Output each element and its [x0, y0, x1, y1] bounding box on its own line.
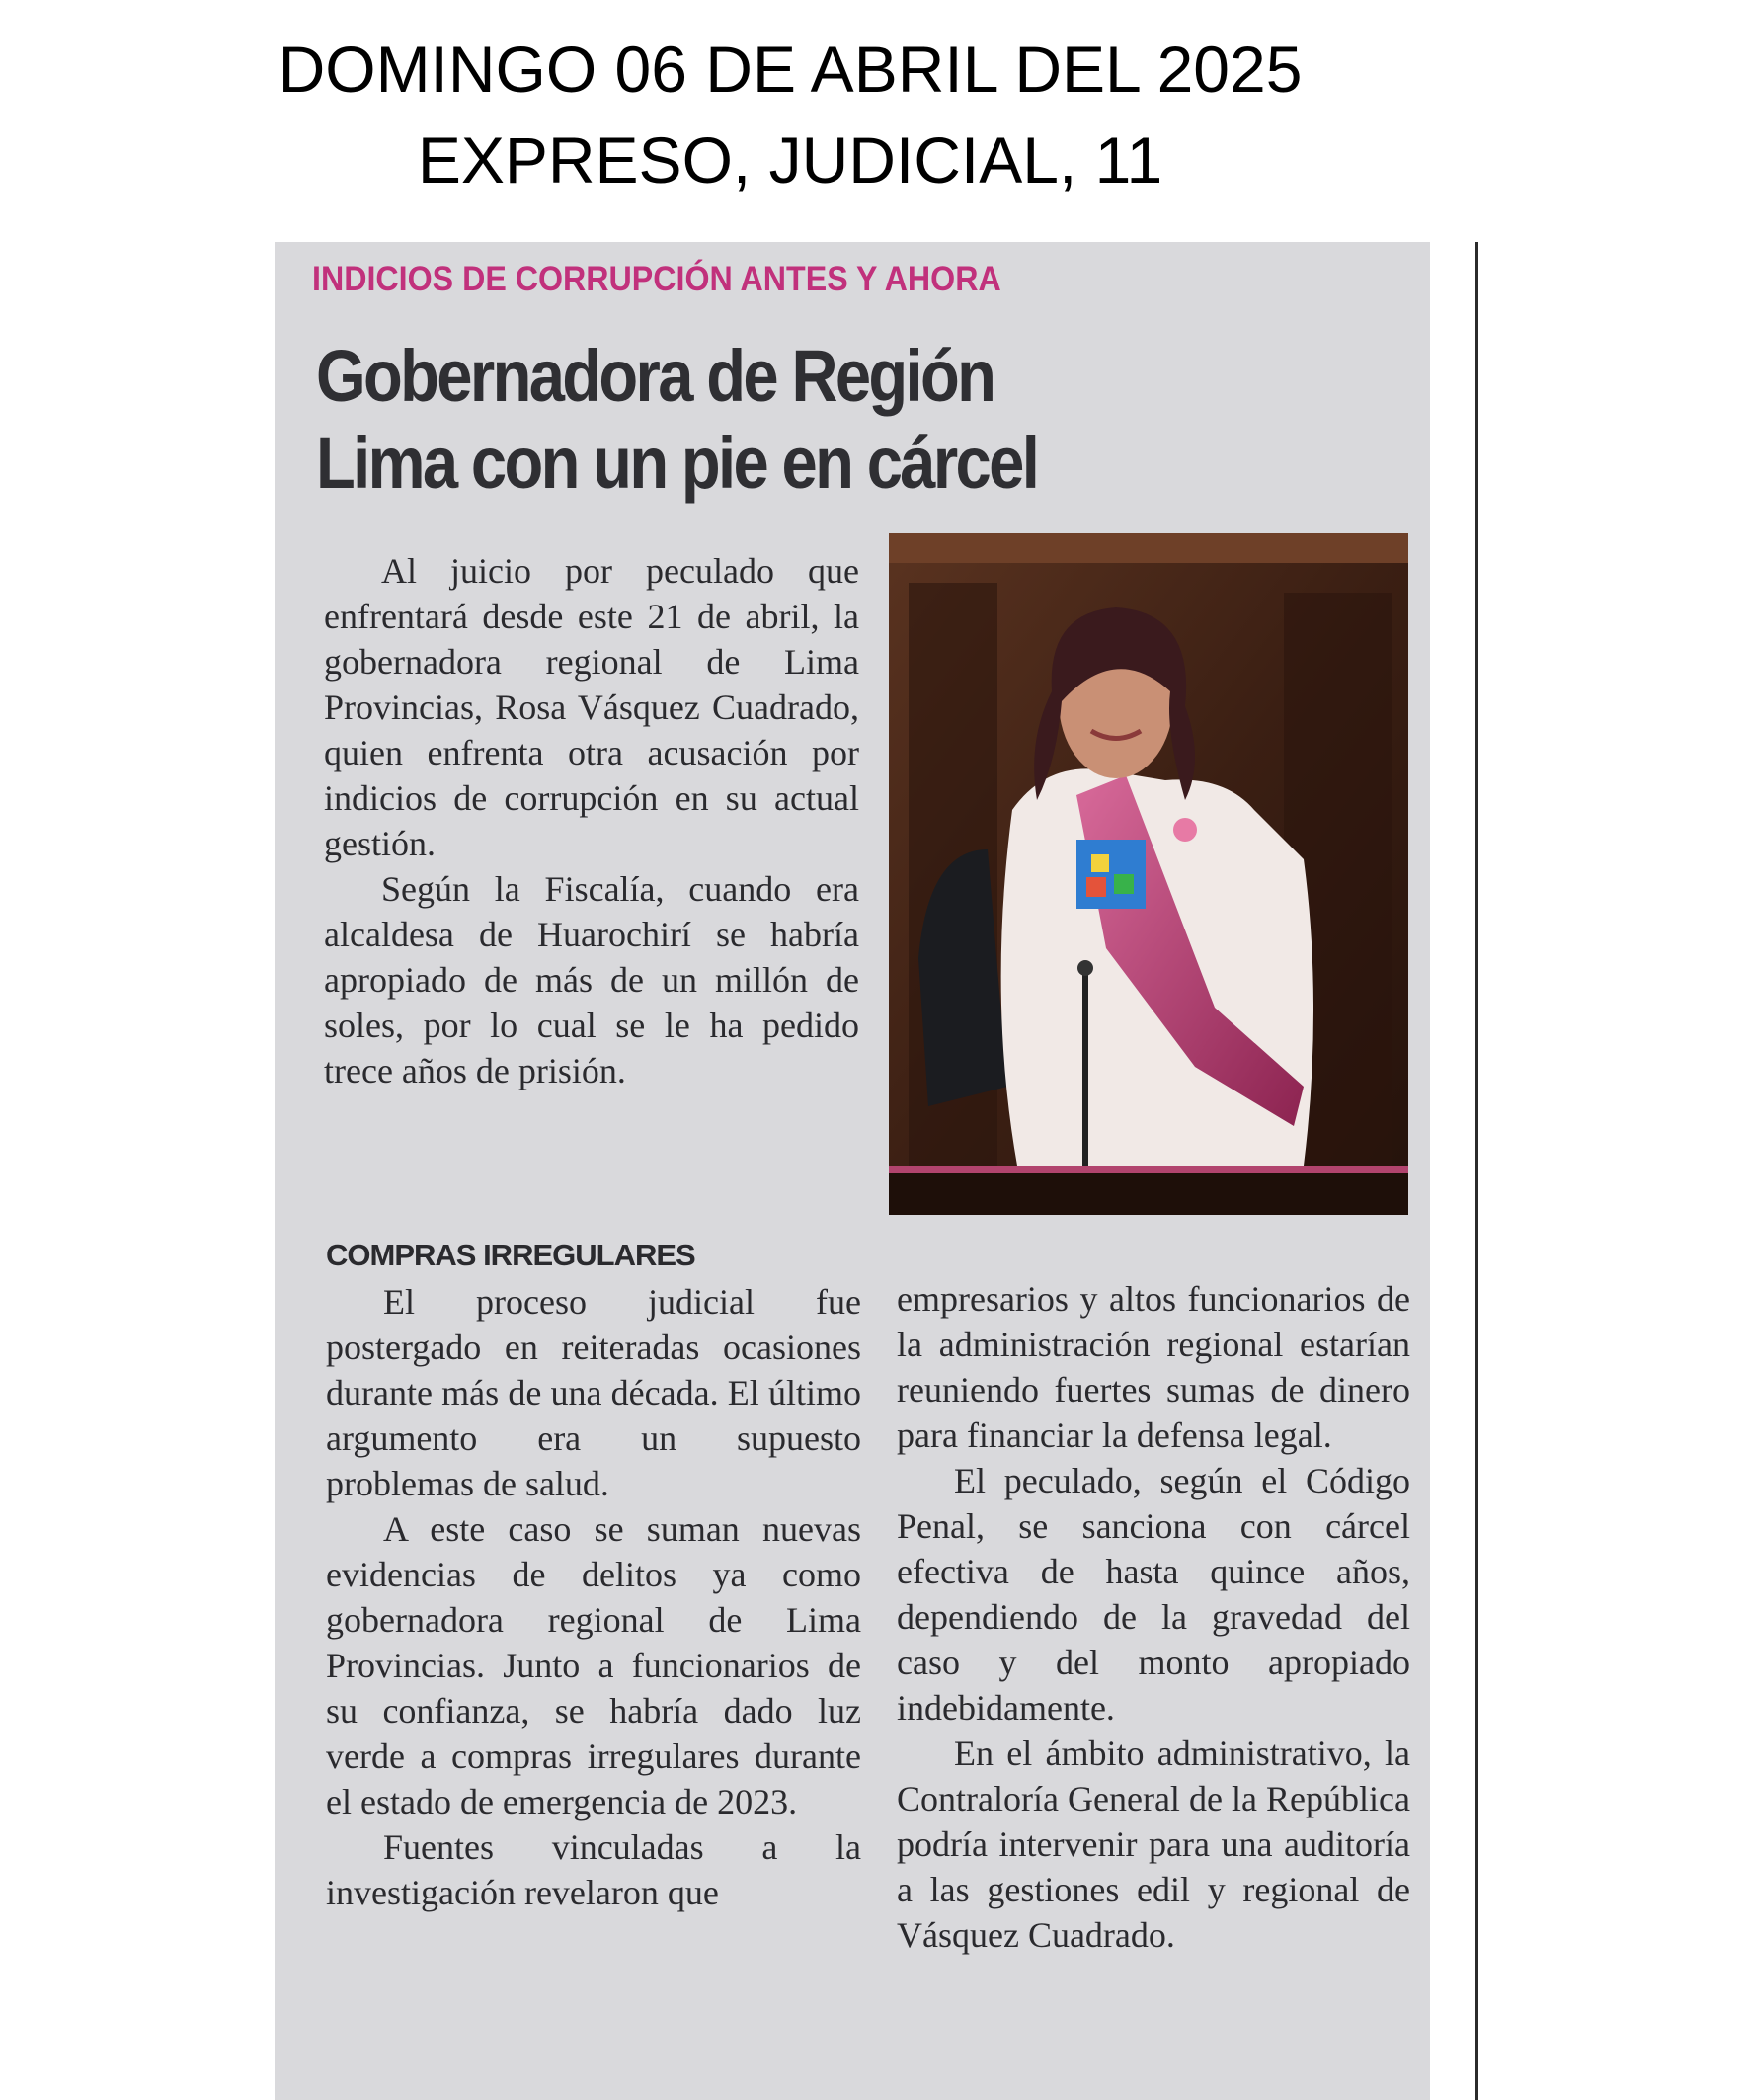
- paragraph: En el ámbito administrativo, la Contraloría General de la República podría intervenir para una auditoría a las gestiones edil y regional de Vásquez Cuadrado.: [897, 1734, 1410, 1955]
- paragraph: empresarios y altos funcionarios de la administración regional estarían reuniendo fuertes sumas de dinero para financiar la defensa legal.: [897, 1279, 1410, 1455]
- article-column-left: [326, 1279, 861, 1915]
- header-date: DOMINGO 06 DE ABRIL DEL 2025: [278, 33, 1303, 106]
- portrait-image: [889, 533, 1408, 1215]
- paragraph: El proceso judicial fue postergado en reiteradas ocasiones durante más de una década. El último argumento era un supuesto problemas de salud.: [326, 1282, 861, 1503]
- column-divider: [1475, 242, 1478, 2100]
- paragraph: El peculado, según el Código Penal, se sanciona con cárcel efectiva de hasta quince años, dependiendo de la gravedad del caso y del monto apropiado indebidamente.: [897, 1461, 1410, 1728]
- paragraph: Fuentes vinculadas a la investigación revelaron que: [326, 1827, 861, 1912]
- article-headline: [316, 333, 1098, 507]
- article-kicker: INDICIOS DE CORRUPCIÓN ANTES Y AHORA: [312, 260, 1001, 298]
- paragraph: Según la Fiscalía, cuando era alcaldesa de Huarochirí se habría apropiado de más de un millón de soles, por lo cual se le ha pedido trece años de prisión.: [324, 869, 859, 1090]
- headline-line-2: Lima con un pie en cárcel: [316, 422, 1038, 504]
- article-column-top: [324, 548, 859, 1093]
- paragraph: Al juicio por peculado que enfrentará desde este 21 de abril, la gobernadora regional de Lima Provincias, Rosa Vásquez Cuadrado, quien enfrenta otra acusación por indicios de corrupción en su actual gestión.: [324, 551, 859, 863]
- article-subhead: COMPRAS IRREGULARES: [326, 1238, 695, 1272]
- headline-line-1: Gobernadora de Región: [316, 335, 994, 417]
- newspaper-clipping: [275, 242, 1430, 2100]
- clipping-header: [0, 24, 1580, 205]
- paragraph: A este caso se suman nuevas evidencias de delitos ya como gobernadora regional de Lima Provincias. Junto a funcionarios de su confianza, se habría dado luz verde a compras irregulares durante el estado de emergencia de 2023.: [326, 1509, 861, 1821]
- article-column-right: [897, 1276, 1410, 1958]
- article-photo: [889, 533, 1408, 1215]
- header-source: EXPRESO, JUDICIAL, 11: [417, 123, 1163, 197]
